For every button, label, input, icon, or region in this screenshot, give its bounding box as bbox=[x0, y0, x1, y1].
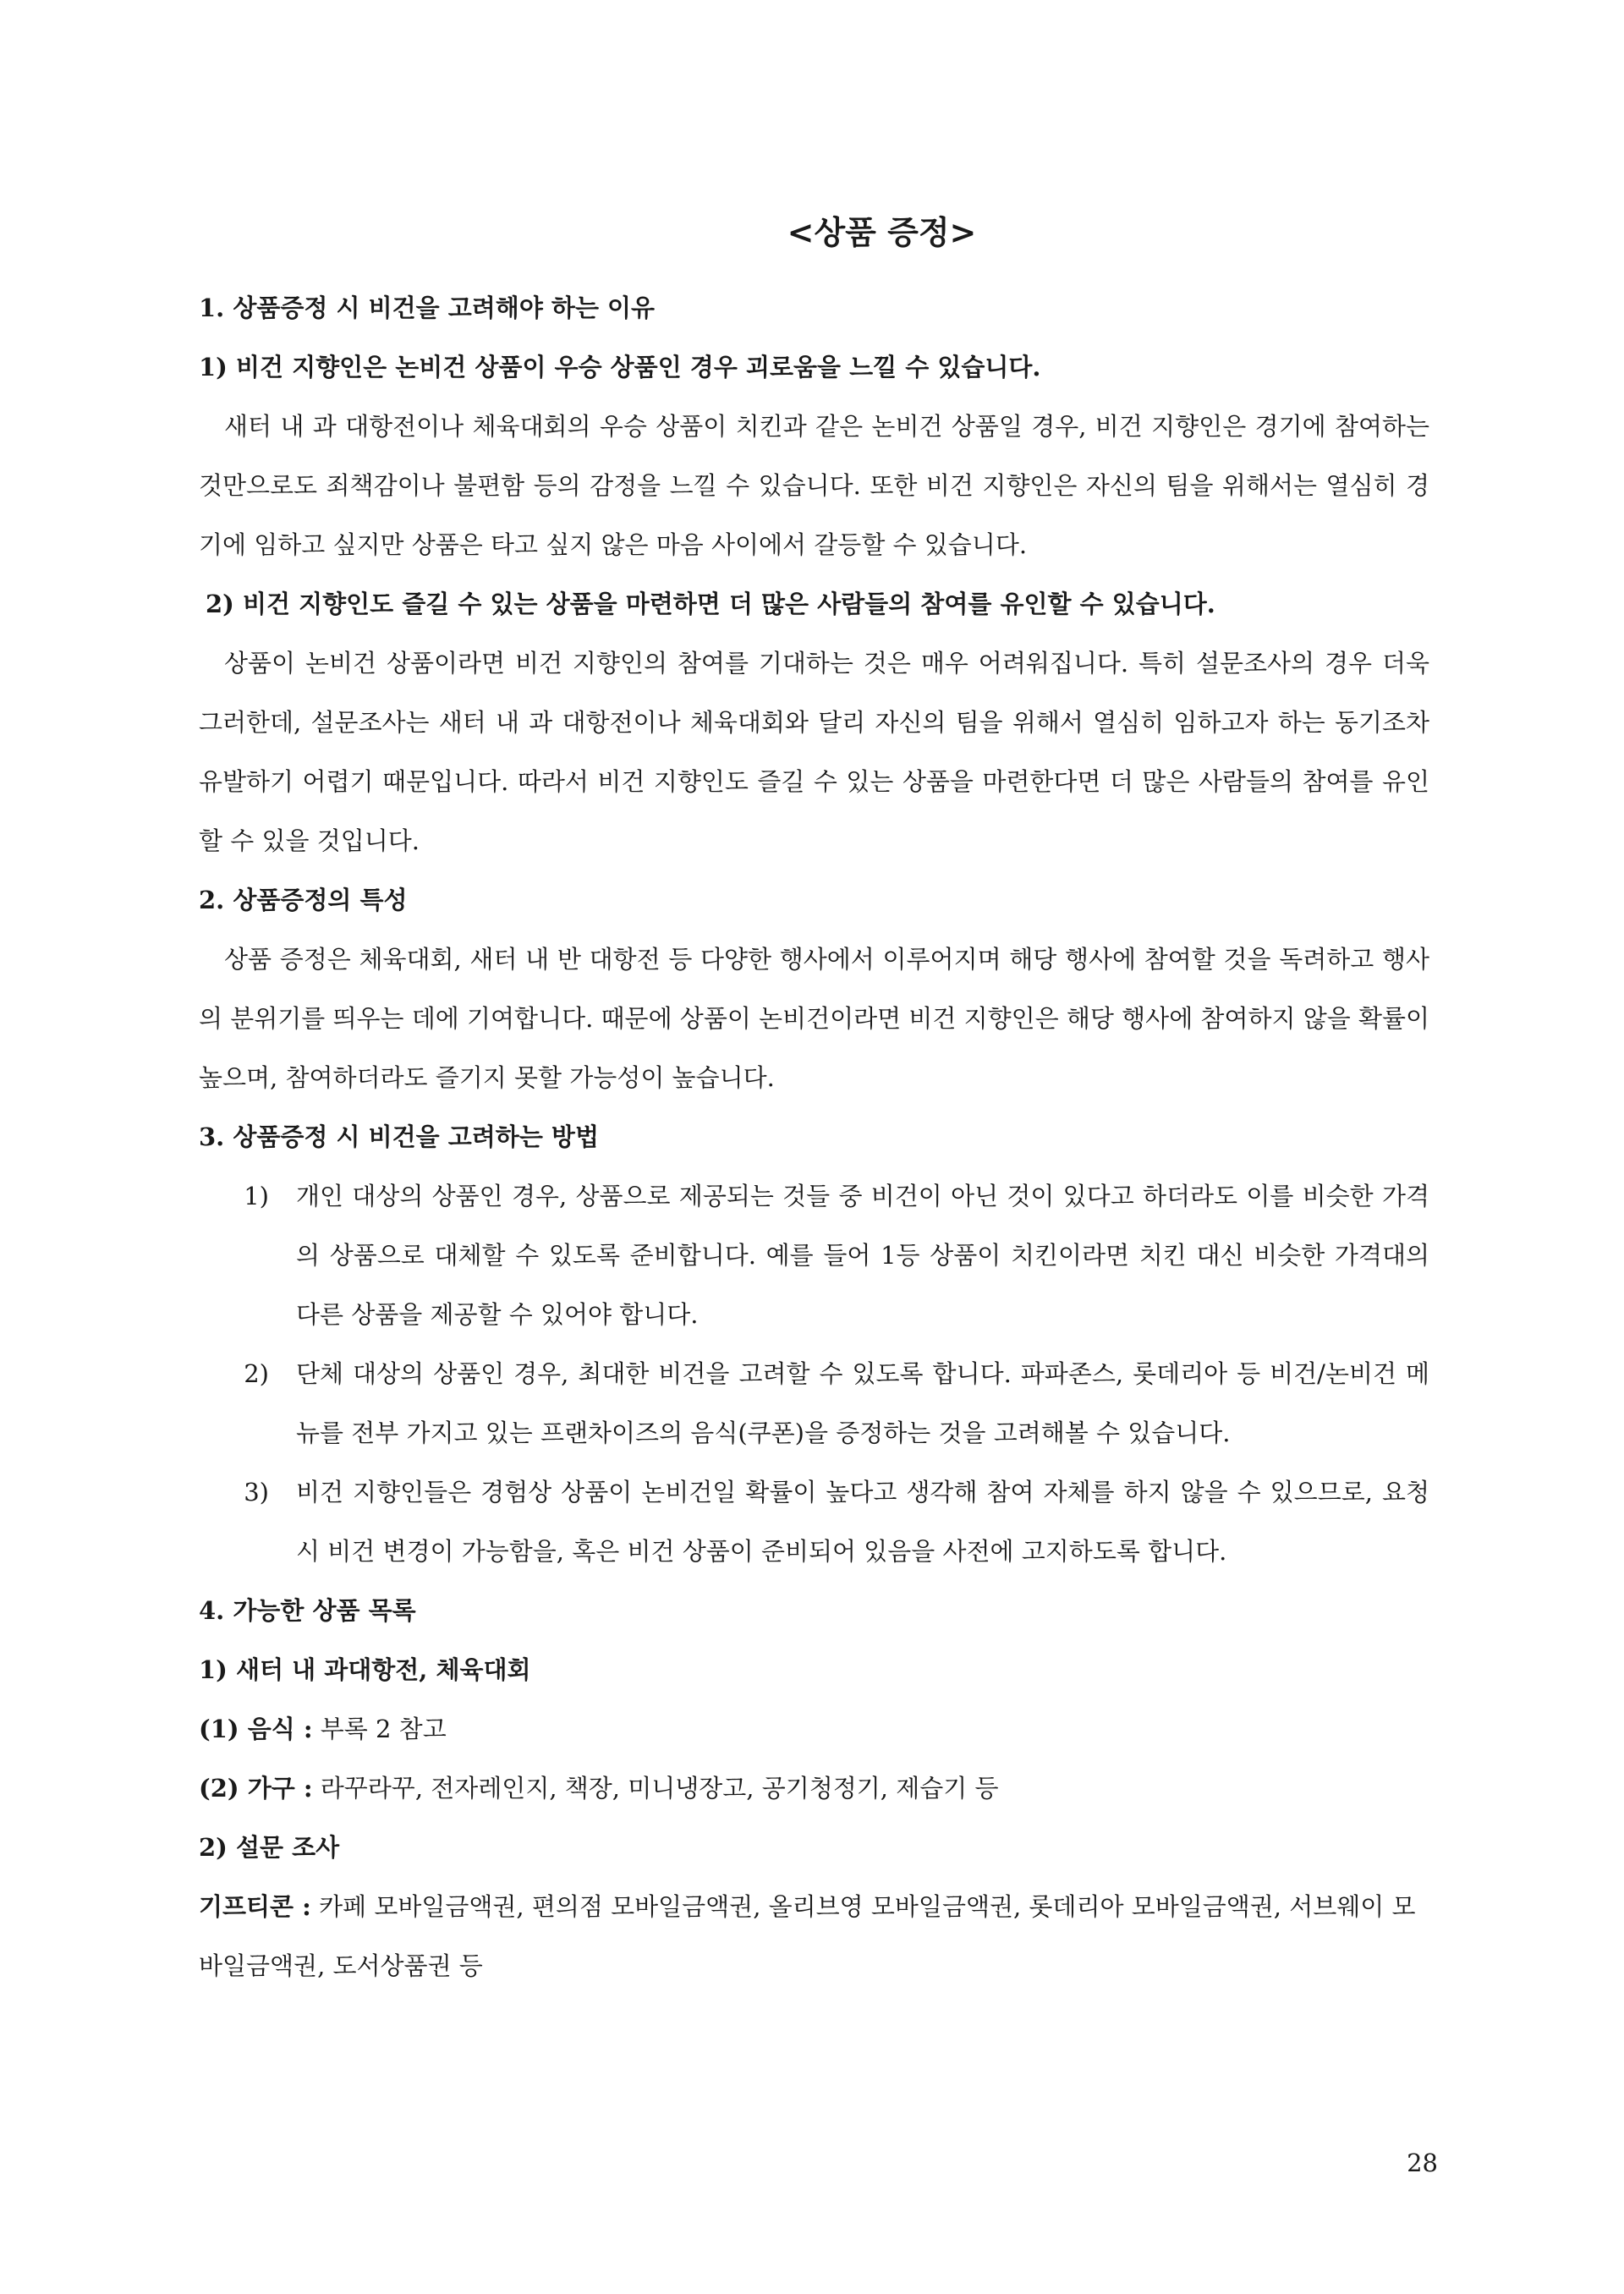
section-4-sub1-heading: 1) 새터 내 과대항전, 체육대회 bbox=[199, 1655, 531, 1684]
section-1-sub2-heading: 2) 비건 지향인도 즐길 수 있는 상품을 마련하면 더 많은 사람들의 참여를 유인할 수 있습니다. bbox=[206, 590, 1215, 618]
food-label: (1) 음식 : bbox=[199, 1715, 313, 1743]
gift-line bbox=[199, 1877, 1429, 1995]
section-1-sub1-body: 새터 내 과 대항전이나 체육대회의 우승 상품이 치킨과 같은 논비건 상품일 경우, 비건 지향인은 경기에 참여하는 것만으로도 죄책감이나 불편함 등의 감정을 느낄 수 있습니다. 또한 비건 지향인은 자신의 팀을 위해서는 열심히 경기에 임하고 싶지만 상품은 타고 싶지 않은 마음 사이에서 갈등할 수 있습니다. bbox=[199, 412, 1429, 559]
page-number: 28 bbox=[1407, 2149, 1438, 2177]
food-value: 부록 2 참고 bbox=[312, 1715, 447, 1743]
food-line bbox=[199, 1699, 1429, 1759]
list-item bbox=[199, 1344, 1429, 1463]
section-3-list bbox=[199, 1166, 1429, 1581]
furniture-line bbox=[199, 1759, 1429, 1818]
list-item bbox=[199, 1463, 1429, 1581]
list-item-number: 2) bbox=[244, 1359, 269, 1388]
section-1-sub1-heading: 1) 비건 지향인은 논비건 상품이 우승 상품인 경우 괴로움을 느낄 수 있습니다. bbox=[199, 353, 1041, 381]
page-content bbox=[199, 207, 1429, 1995]
section-1-heading: 1. 상품증정 시 비건을 고려해야 하는 이유 bbox=[199, 294, 656, 322]
section-4-sub2-heading: 2) 설문 조사 bbox=[199, 1833, 340, 1862]
section-2-heading: 2. 상품증정의 특성 bbox=[199, 886, 408, 914]
section-2-body: 상품 증정은 체육대회, 새터 내 반 대항전 등 다양한 행사에서 이루어지며 해당 행사에 참여할 것을 독려하고 행사의 분위기를 띄우는 데에 기여합니다. 때문에 상품이 논비건이라면 비건 지향인은 해당 행사에 참여하지 않을 확률이 높으며, 참여하더라도 즐기지 못할 가능성이 높습니다. bbox=[199, 945, 1429, 1092]
gift-value: 카페 모바일금액권, 편의점 모바일금액권, 올리브영 모바일금액권, 롯데리아 모바일금액권, 서브웨이 모바일금액권, 도서상품권 등 bbox=[199, 1892, 1416, 1980]
list-item-text: 개인 대상의 상품인 경우, 상품으로 제공되는 것들 중 비건이 아닌 것이 있다고 하더라도 이를 비슷한 가격의 상품으로 대체할 수 있도록 준비합니다. 예를 들어 1등 상품이 치킨이라면 치킨 대신 비슷한 가격대의 다른 상품을 제공할 수 있어야 합니다. bbox=[296, 1182, 1429, 1329]
list-item-number: 1) bbox=[244, 1182, 269, 1210]
furniture-label: (2) 가구 : bbox=[199, 1774, 313, 1803]
list-item-text: 단체 대상의 상품인 경우, 최대한 비건을 고려할 수 있도록 합니다. 파파존스, 롯데리아 등 비건/논비건 메뉴를 전부 가지고 있는 프랜차이즈의 음식(쿠폰)을 증정하는 것을 고려해볼 수 있습니다. bbox=[296, 1359, 1429, 1447]
list-item-text: 비건 지향인들은 경험상 상품이 논비건일 확률이 높다고 생각해 참여 자체를 하지 않을 수 있으므로, 요청 시 비건 변경이 가능함을, 혹은 비건 상품이 준비되어 있음을 사전에 고지하도록 합니다. bbox=[296, 1478, 1429, 1566]
section-3-heading: 3. 상품증정 시 비건을 고려하는 방법 bbox=[199, 1122, 599, 1151]
list-item bbox=[199, 1166, 1429, 1344]
furniture-value: 라꾸라꾸, 전자레인지, 책장, 미니냉장고, 공기청정기, 제습기 등 bbox=[312, 1774, 999, 1803]
section-1-sub2-body: 상품이 논비건 상품이라면 비건 지향인의 참여를 기대하는 것은 매우 어려워집니다. 특히 설문조사의 경우 더욱 그러한데, 설문조사는 새터 내 과 대항전이나 체육대회와 달리 자신의 팀을 위해서 열심히 임하고자 하는 동기조차 유발하기 어렵기 때문입니다. 따라서 비건 지향인도 즐길 수 있는 상품을 마련한다면 더 많은 사람들의 참여를 유인할 수 있을 것입니다. bbox=[199, 649, 1429, 855]
section-4-heading: 4. 가능한 상품 목록 bbox=[199, 1596, 416, 1625]
list-item-number: 3) bbox=[244, 1478, 269, 1506]
gift-label: 기프티콘 : bbox=[199, 1892, 311, 1921]
page-title: <상품 증정> bbox=[787, 213, 977, 251]
